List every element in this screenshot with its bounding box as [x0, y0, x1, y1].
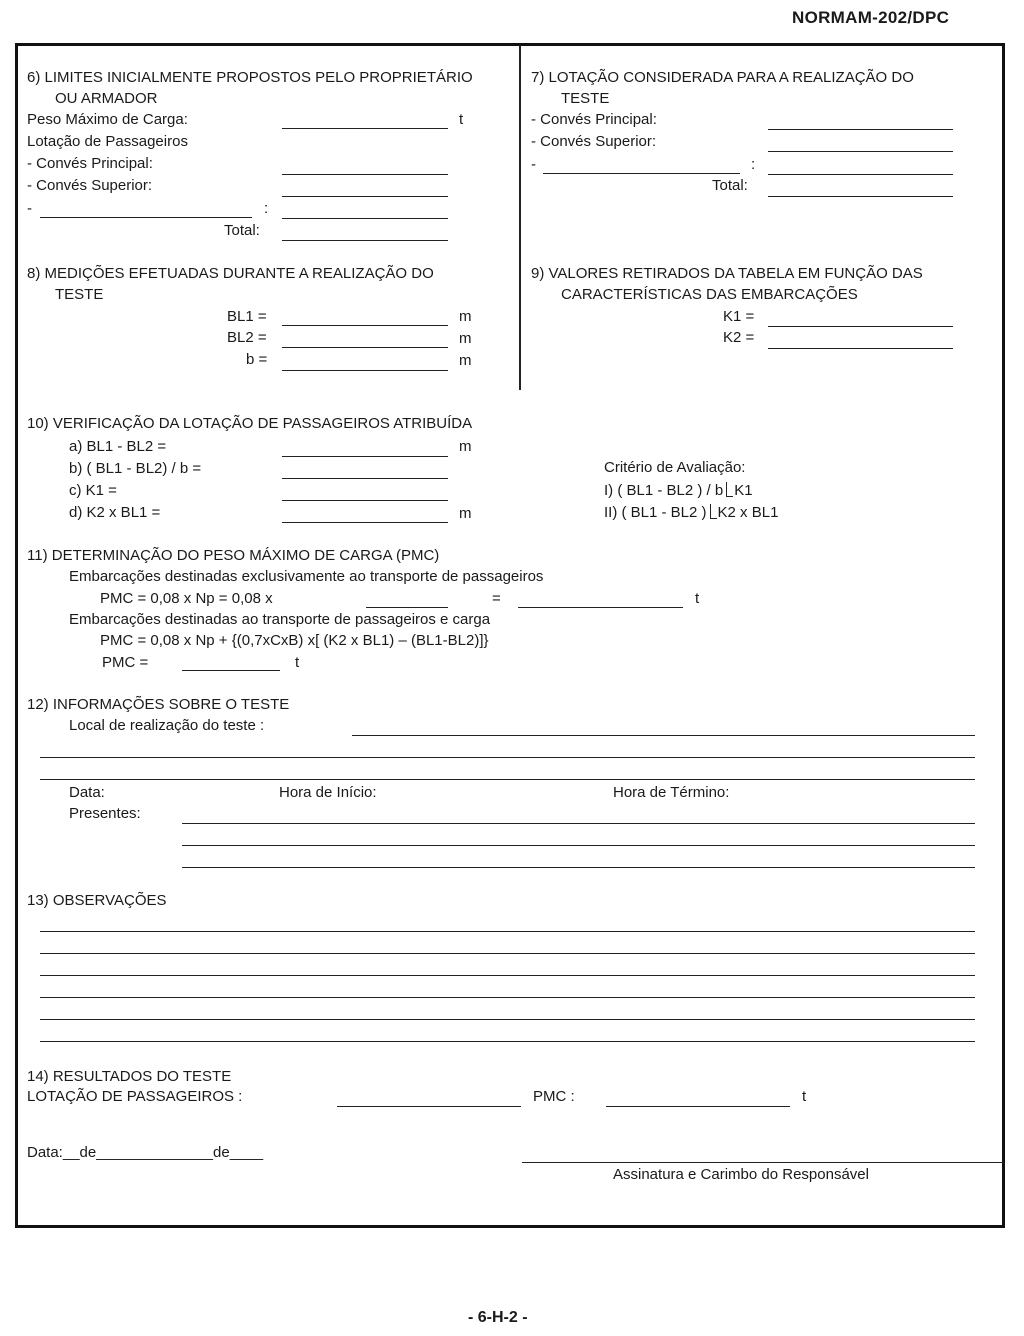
s14-title: 14) RESULTADOS DO TESTE — [27, 1068, 232, 1085]
s8-bl1-field[interactable] — [282, 325, 448, 326]
s12-presentes-label: Presentes: — [69, 805, 141, 822]
page-number: - 6-H-2 - — [468, 1309, 528, 1326]
s10-criterio-title: Critério de Avaliação: — [604, 459, 746, 476]
s8-bl2-label: BL2 = — [227, 329, 267, 346]
s8-bl1-label: BL1 = — [227, 308, 267, 325]
s12-title: 12) INFORMAÇÕES SOBRE O TESTE — [27, 696, 290, 713]
s14-data-field[interactable]: Data:__de______________de____ — [27, 1144, 264, 1161]
s10-c-field[interactable] — [282, 500, 448, 501]
s7-title: 7) LOTAÇÃO CONSIDERADA PARA A REALIZAÇÃO DO — [531, 69, 914, 86]
s6-title: 6) LIMITES INICIALMENTE PROPOSTOS PELO PROPRIETÁRIO — [27, 69, 473, 86]
s8-bl1-unit: m — [459, 308, 472, 325]
s13-obs-line-6[interactable] — [40, 1041, 975, 1042]
s13-obs-line-5[interactable] — [40, 1019, 975, 1020]
less-or-equal-symbol — [726, 482, 733, 497]
s12-presentes-field-line3[interactable] — [182, 867, 975, 868]
s12-data-label: Data: — [69, 784, 105, 801]
s10-d-field[interactable] — [282, 522, 448, 523]
s8-bl2-unit: m — [459, 330, 472, 347]
s6-peso-unit: t — [459, 111, 464, 128]
s7-principal-label: - Convés Principal: — [531, 111, 657, 128]
s13-obs-line-3[interactable] — [40, 975, 975, 976]
s11-title: 11) DETERMINAÇÃO DO PESO MÁXIMO DE CARGA (PMC) — [27, 547, 440, 564]
s10-a-label: a) BL1 - BL2 = — [69, 438, 167, 455]
s11-pmc2-label: PMC = — [102, 654, 149, 671]
s8-bl2-field[interactable] — [282, 347, 448, 348]
s7-other-name-field[interactable] — [543, 173, 740, 174]
s11-equals: = — [492, 590, 501, 607]
s11-formula2: PMC = 0,08 x Np + {(0,7xCxB) x[ (K2 x BL1) – (BL1-BL2)]} — [100, 632, 489, 649]
s12-hora-termino-label: Hora de Término: — [613, 784, 730, 801]
s6-principal-label: - Convés Principal: — [27, 155, 153, 172]
s8-title: 8) MEDIÇÕES EFETUADAS DURANTE A REALIZAÇÃO DO — [27, 265, 434, 282]
s8-b-unit: m — [459, 352, 472, 369]
s12-presentes-field[interactable] — [182, 823, 975, 824]
s11-pmc1-field[interactable] — [518, 607, 683, 608]
s10-criterio-2-right: K2 x BL1 — [717, 504, 779, 521]
s10-criterio-1 — [604, 482, 753, 500]
s12-local-label: Local de realização do teste : — [69, 717, 265, 734]
s9-k2-field[interactable] — [768, 348, 953, 349]
s6-peso-label: Peso Máximo de Carga: — [27, 111, 188, 128]
s10-b-field[interactable] — [282, 478, 448, 479]
s11-formula1: PMC = 0,08 x Np = 0,08 x — [100, 590, 273, 607]
s10-c-label: c) K1 = — [69, 482, 117, 499]
s10-criterio-2-left: II) ( BL1 - BL2 ) — [604, 504, 707, 521]
s10-a-unit: m — [459, 438, 472, 455]
s6-lotacao-label: Lotação de Passageiros — [27, 133, 188, 150]
s7-title-cont: TESTE — [561, 90, 610, 107]
s12-local-field-line3[interactable] — [40, 779, 975, 780]
s7-other-colon: : — [751, 156, 756, 173]
s6-other-name-field[interactable] — [40, 217, 252, 218]
s11-pmc2-unit: t — [295, 654, 300, 671]
s7-superior-label: - Convés Superior: — [531, 133, 657, 150]
s6-peso-field[interactable] — [282, 128, 448, 129]
s10-b-label: b) ( BL1 - BL2) / b = — [69, 460, 202, 477]
s6-principal-field[interactable] — [282, 174, 448, 175]
s11-np-field[interactable] — [366, 607, 448, 608]
s6-total-label: Total: — [224, 222, 260, 239]
s10-d-label: d) K2 x BL1 = — [69, 504, 161, 521]
s6-title-cont: OU ARMADOR — [55, 90, 158, 107]
s12-local-field[interactable] — [352, 735, 975, 736]
s14-lotacao-label: LOTAÇÃO DE PASSAGEIROS : — [27, 1088, 243, 1105]
less-or-equal-symbol — [710, 504, 717, 519]
s6-other-dash: - — [27, 200, 32, 217]
s9-k1-field[interactable] — [768, 326, 953, 327]
header-code: NORMAM-202/DPC — [792, 8, 950, 27]
s10-a-field[interactable] — [282, 456, 448, 457]
s6-other-colon: : — [264, 200, 269, 217]
column-divider — [519, 45, 521, 390]
s11-line1: Embarcações destinadas exclusivamente ao transporte de passageiros — [69, 568, 544, 585]
s7-principal-field[interactable] — [768, 129, 953, 130]
s7-total-label: Total: — [712, 177, 748, 194]
s9-k1-label: K1 = — [723, 308, 755, 325]
s10-d-unit: m — [459, 505, 472, 522]
s11-pmc1-unit: t — [695, 590, 700, 607]
s14-signature-label: Assinatura e Carimbo do Responsável — [613, 1166, 869, 1183]
s14-lotacao-field[interactable] — [337, 1106, 521, 1107]
s7-superior-field[interactable] — [768, 151, 953, 152]
s10-criterio-1-right: K1 — [734, 482, 753, 499]
s14-signature-line[interactable] — [522, 1162, 1004, 1163]
s13-title: 13) OBSERVAÇÕES — [27, 892, 167, 909]
s13-obs-line-2[interactable] — [40, 953, 975, 954]
s12-presentes-field-line2[interactable] — [182, 845, 975, 846]
s14-pmc-label: PMC : — [533, 1088, 575, 1105]
s7-total-field[interactable] — [768, 196, 953, 197]
s9-k2-label: K2 = — [723, 329, 755, 346]
s6-superior-field[interactable] — [282, 196, 448, 197]
s11-pmc2-field[interactable] — [182, 670, 280, 671]
s13-obs-line-1[interactable] — [40, 931, 975, 932]
s11-line2: Embarcações destinadas ao transporte de passageiros e carga — [69, 611, 491, 628]
s8-title-cont: TESTE — [55, 286, 104, 303]
s8-b-field[interactable] — [282, 370, 448, 371]
s12-hora-inicio-label: Hora de Início: — [279, 784, 377, 801]
s6-superior-label: - Convés Superior: — [27, 177, 153, 194]
s8-b-label: b = — [246, 351, 268, 368]
s6-other-value-field[interactable] — [282, 218, 448, 219]
s12-local-field-line2[interactable] — [40, 757, 975, 758]
s6-total-field[interactable] — [282, 240, 448, 241]
s10-criterio-1-left: I) ( BL1 - BL2 ) / b — [604, 482, 724, 499]
s10-criterio-2 — [604, 504, 778, 522]
s14-pmc-unit: t — [802, 1088, 807, 1105]
s9-title-cont: CARACTERÍSTICAS DAS EMBARCAÇÕES — [561, 286, 858, 303]
s7-other-value-field[interactable] — [768, 174, 953, 175]
s9-title: 9) VALORES RETIRADOS DA TABELA EM FUNÇÃO DAS — [531, 265, 923, 282]
s13-obs-line-4[interactable] — [40, 997, 975, 998]
s7-other-dash: - — [531, 156, 536, 173]
s10-title: 10) VERIFICAÇÃO DA LOTAÇÃO DE PASSAGEIROS ATRIBUÍDA — [27, 415, 473, 432]
s14-pmc-field[interactable] — [606, 1106, 790, 1107]
